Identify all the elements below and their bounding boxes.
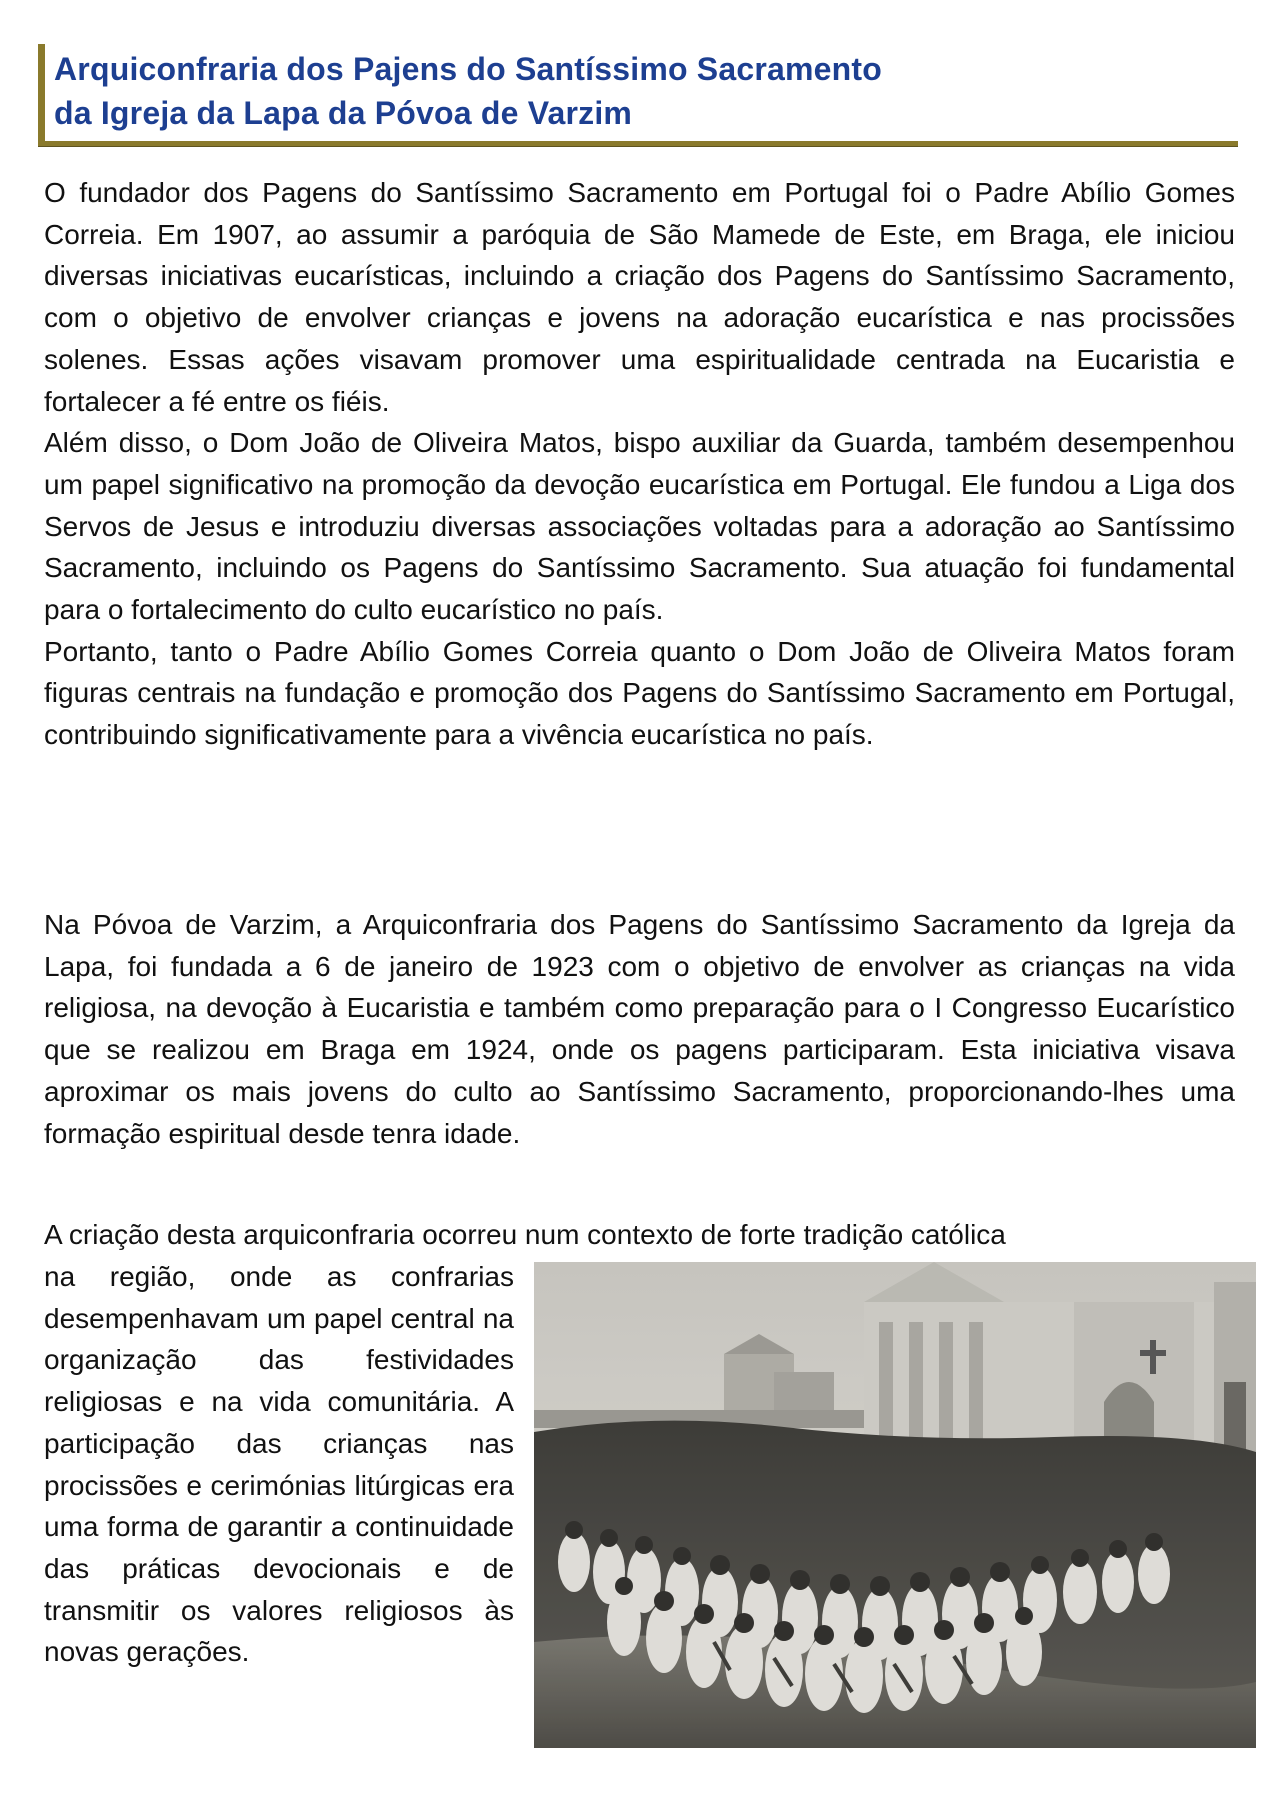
paragraph-conclusion: Portanto, tanto o Padre Abílio Gomes Correia quanto o Dom João de Oliveira Matos foram figuras centrais na fundação e promoção dos Pagens do Santíssimo Sacramento em Portugal, contribuindo significativamente para a vivência eucarística no país.: [44, 635, 1235, 751]
paragraph-founder: O fundador dos Pagens do Santíssimo Sacramento em Portugal foi o Padre Abílio Gomes Correia. Em 1907, ao assumir a paróquia de São Mamede de Este, em Braga, ele iniciou diversas iniciativas eucarísticas, incluindo a criação dos Pagens do Santíssimo Sacramento, com o objetivo de envolver crianças e jovens na adoração eucarística e nas procissões solenes. Essas ações visavam promover uma espiritualidade centrada na Eucaristia e fortalecer a fé entre os fiéis.: [44, 177, 1235, 417]
paragraph-povoa: Na Póvoa de Varzim, a Arquiconfraria dos Pagens do Santíssimo Sacramento da Igreja da Lapa, foi fundada a 6 de janeiro de 1923 com o objetivo de envolver as crianças na vida religiosa, na devoção à Eucaristia e também como preparação para o I Congresso Eucarístico que se realizou em Braga em 1924, onde os pagens participaram. Esta iniciativa visava aproximar os mais jovens do culto ao Santíssimo Sacramento, proporcionando-lhes uma formação espiritual desde tenra idade.: [44, 909, 1235, 1149]
context-side-text: [44, 1256, 514, 1673]
context-lead-line: [44, 1214, 1235, 1256]
povoa-section: [44, 904, 1235, 1154]
procession-photo-illustration: [534, 1262, 1256, 1748]
paragraph-context-rest: na região, onde as confrarias desempenhavam um papel central na organização das festividades religiosas e na vida comunitária. A participação das crianças nas procissões e cerimónias litúrgicas era uma forma de garantir a continuidade das práticas devocionais e de transmitir os valores religiosos às novas gerações.: [44, 1261, 514, 1668]
paragraph-dom-joao: Além disso, o Dom João de Oliveira Matos, bispo auxiliar da Guarda, também desempenhou um papel significativo na promoção da devoção eucarística em Portugal. Ele fundou a Liga dos Servos de Jesus e introduziu diversas associações voltadas para a adoração ao Santíssimo Sacramento, incluindo os Pagens do Santíssimo Sacramento. Sua atuação foi fundamental para o fortalecimento do culto eucarístico no país.: [44, 427, 1235, 626]
document-title-line-1: Arquiconfraria dos Pajens do Santíssimo Sacramento: [54, 51, 882, 87]
paragraph-context-lead: A criação desta arquiconfraria ocorreu num contexto de forte tradição católica: [44, 1219, 1006, 1250]
historical-photo: [534, 1262, 1256, 1748]
intro-section: [44, 172, 1235, 756]
title-block: [38, 44, 1238, 146]
title-accent-bar: [38, 44, 45, 146]
title-underline-rule: [38, 141, 1238, 147]
document-title-line-2: da Igreja da Lapa da Póvoa de Varzim: [54, 95, 633, 131]
